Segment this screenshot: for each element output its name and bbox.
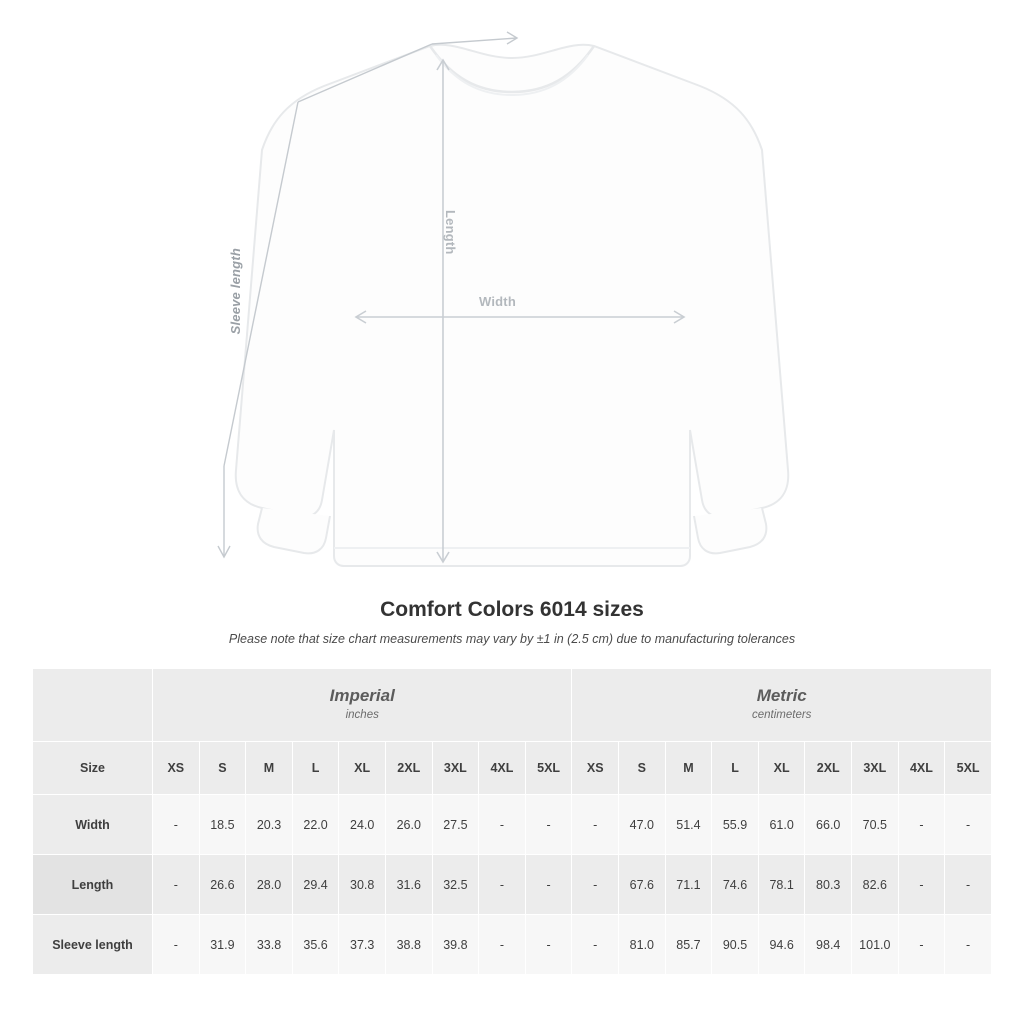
size-header-imperial-xs: XS: [153, 742, 200, 795]
size-header-metric-l: L: [712, 742, 759, 795]
cell-width-metric-2xl: 66.0: [805, 795, 852, 855]
cell-length-imperial-3xl: 32.5: [432, 855, 479, 915]
cell-length-imperial-2xl: 31.6: [385, 855, 432, 915]
size-header-label: Size: [33, 742, 153, 795]
cell-length-metric-xs: -: [572, 855, 619, 915]
cell-length-metric-m: 71.1: [665, 855, 712, 915]
size-header-row: [33, 742, 992, 795]
size-header-metric-s: S: [619, 742, 666, 795]
cell-width-imperial-3xl: 27.5: [432, 795, 479, 855]
cell-sleeve-metric-m: 85.7: [665, 915, 712, 975]
page-title: Comfort Colors 6014 sizes: [380, 598, 644, 621]
size-header-imperial-xl: XL: [339, 742, 386, 795]
cell-length-imperial-s: 26.6: [199, 855, 246, 915]
cell-width-metric-3xl: 70.5: [852, 795, 899, 855]
tolerance-note: Please note that size chart measurements may vary by ±1 in (2.5 cm) due to manufacturing tolerances: [228, 632, 796, 646]
cell-length-metric-3xl: 82.6: [852, 855, 899, 915]
cell-length-metric-xl: 78.1: [758, 855, 805, 915]
cell-width-imperial-2xl: 26.0: [385, 795, 432, 855]
cell-width-metric-4xl: -: [898, 795, 945, 855]
size-chart-table-wrap: [32, 668, 992, 975]
corner-cell: [33, 669, 153, 742]
cell-width-imperial-s: 18.5: [199, 795, 246, 855]
cell-length-metric-s: 67.6: [619, 855, 666, 915]
table-row: [33, 915, 992, 975]
imperial-system-header: [153, 669, 572, 742]
cell-sleeve-imperial-s: 31.9: [199, 915, 246, 975]
cell-width-metric-5xl: -: [945, 795, 992, 855]
system-header-row: [33, 669, 992, 742]
size-chart-table: [32, 668, 992, 975]
size-header-metric-xs: XS: [572, 742, 619, 795]
size-header-imperial-5xl: 5XL: [525, 742, 572, 795]
cell-width-imperial-5xl: -: [525, 795, 572, 855]
cell-width-imperial-m: 20.3: [246, 795, 293, 855]
cell-sleeve-metric-l: 90.5: [712, 915, 759, 975]
cell-sleeve-imperial-5xl: -: [525, 915, 572, 975]
cell-sleeve-imperial-3xl: 39.8: [432, 915, 479, 975]
row-label-sleeve-length: Sleeve length: [33, 915, 153, 975]
cell-length-imperial-4xl: -: [479, 855, 526, 915]
cell-length-imperial-5xl: -: [525, 855, 572, 915]
row-label-length: Length: [33, 855, 153, 915]
cell-sleeve-imperial-m: 33.8: [246, 915, 293, 975]
size-header-imperial-2xl: 2XL: [385, 742, 432, 795]
cell-length-imperial-xl: 30.8: [339, 855, 386, 915]
size-header-metric-5xl: 5XL: [945, 742, 992, 795]
cell-sleeve-imperial-l: 35.6: [292, 915, 339, 975]
cell-width-metric-xl: 61.0: [758, 795, 805, 855]
cell-sleeve-imperial-2xl: 38.8: [385, 915, 432, 975]
cell-width-metric-xs: -: [572, 795, 619, 855]
cell-sleeve-imperial-xs: -: [153, 915, 200, 975]
cell-length-imperial-l: 29.4: [292, 855, 339, 915]
size-header-metric-4xl: 4XL: [898, 742, 945, 795]
cell-length-metric-4xl: -: [898, 855, 945, 915]
cell-sleeve-metric-s: 81.0: [619, 915, 666, 975]
imperial-title: Imperial: [329, 686, 395, 706]
width-dimension-label: Width: [479, 294, 516, 309]
row-label-width: Width: [33, 795, 153, 855]
cell-width-imperial-xs: -: [153, 795, 200, 855]
cell-sleeve-metric-5xl: -: [945, 915, 992, 975]
cell-width-metric-m: 51.4: [665, 795, 712, 855]
cell-length-imperial-xs: -: [153, 855, 200, 915]
cell-sleeve-metric-3xl: 101.0: [852, 915, 899, 975]
size-header-imperial-3xl: 3XL: [432, 742, 479, 795]
cell-width-imperial-l: 22.0: [292, 795, 339, 855]
cell-width-metric-s: 47.0: [619, 795, 666, 855]
cell-sleeve-metric-xl: 94.6: [758, 915, 805, 975]
size-header-metric-xl: XL: [758, 742, 805, 795]
cell-length-imperial-m: 28.0: [246, 855, 293, 915]
size-header-metric-3xl: 3XL: [852, 742, 899, 795]
cell-width-imperial-4xl: -: [479, 795, 526, 855]
cell-sleeve-metric-4xl: -: [898, 915, 945, 975]
size-header-metric-2xl: 2XL: [805, 742, 852, 795]
cell-length-metric-2xl: 80.3: [805, 855, 852, 915]
metric-system-header: [572, 669, 992, 742]
cell-sleeve-metric-xs: -: [572, 915, 619, 975]
cell-width-metric-l: 55.9: [712, 795, 759, 855]
cell-length-metric-l: 74.6: [712, 855, 759, 915]
metric-title: Metric: [756, 686, 807, 706]
size-header-imperial-s: S: [199, 742, 246, 795]
cell-length-metric-5xl: -: [945, 855, 992, 915]
table-row: [33, 795, 992, 855]
cell-sleeve-imperial-xl: 37.3: [339, 915, 386, 975]
metric-unit: centimeters: [752, 709, 812, 722]
size-header-imperial-m: M: [246, 742, 293, 795]
sleeve-length-dimension-label: Sleeve length: [228, 248, 243, 335]
cell-sleeve-metric-2xl: 98.4: [805, 915, 852, 975]
table-row: [33, 855, 992, 915]
size-header-imperial-4xl: 4XL: [479, 742, 526, 795]
size-header-metric-m: M: [665, 742, 712, 795]
cell-width-imperial-xl: 24.0: [339, 795, 386, 855]
cell-sleeve-imperial-4xl: -: [479, 915, 526, 975]
imperial-unit: inches: [345, 709, 379, 722]
size-header-imperial-l: L: [292, 742, 339, 795]
length-dimension-label: Length: [443, 210, 458, 255]
